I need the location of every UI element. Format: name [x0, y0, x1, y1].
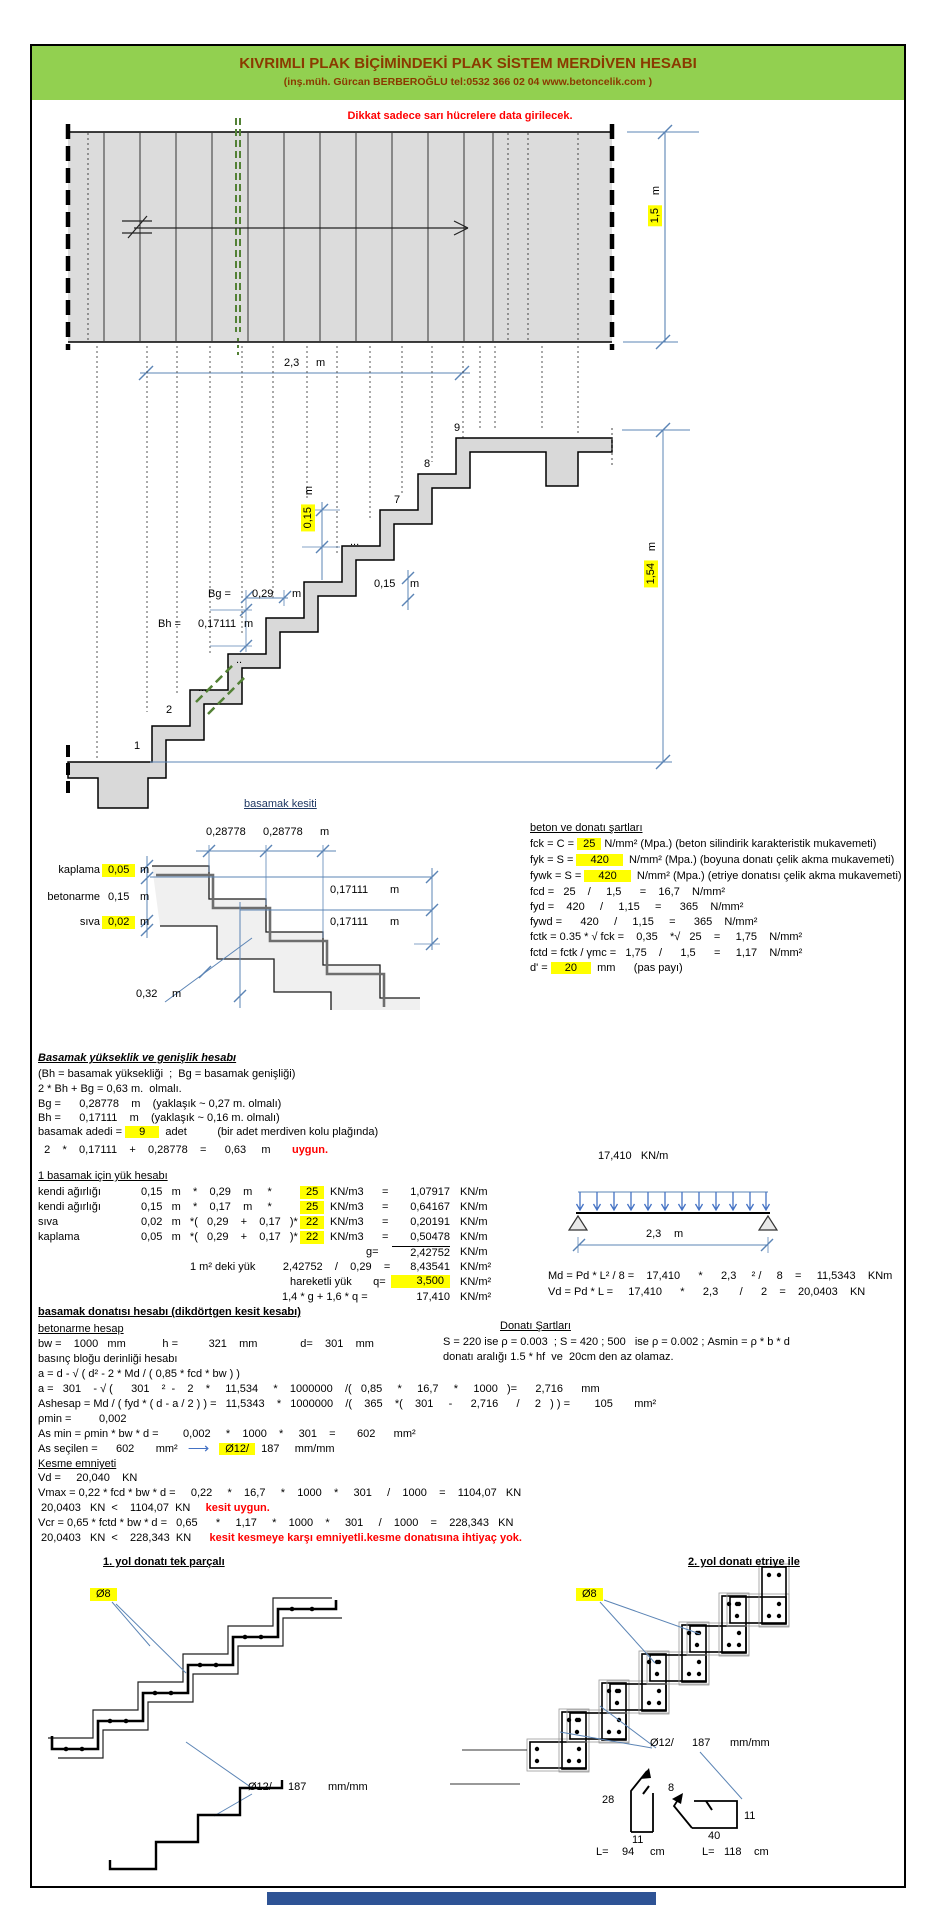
plan-width-value: 2,3	[284, 357, 300, 369]
section-height-input[interactable]: 1,54	[644, 560, 658, 587]
fi8-input-left[interactable]: Ø8	[90, 1588, 117, 1601]
kesme-emniyet-status: kesit kesmeye karşı emniyetli.kesme donatısına ihtiyaç yok.	[209, 1532, 522, 1544]
g-unit: KN/m	[460, 1246, 488, 1258]
fyk-line: fyk = S = 420 N/mm² (Mpa.) (boyuna donatı çelik akma mukavemeti)	[530, 854, 895, 866]
kaplama-label: kaplama	[58, 864, 100, 876]
yukseklik-l1: (Bh = basamak yüksekliği ; Bg = basamak genişliği)	[38, 1068, 296, 1080]
yuk-row-expr: 0,15 m * 0,29 m *	[141, 1186, 272, 1198]
g-total: 2,42752	[392, 1246, 450, 1260]
bar2-dim-40: 40	[708, 1830, 721, 1842]
bottom-scrollbar-fragment[interactable]	[267, 1892, 656, 1905]
g-label: g=	[366, 1246, 379, 1258]
step-dots: ..	[236, 654, 243, 666]
donati-sartlar-title: Donatı Şartları	[500, 1320, 571, 1332]
bar1-dim-28: 28	[602, 1794, 615, 1806]
fi12-label-left: Ø12/	[248, 1781, 272, 1793]
fi12-label-right: Ø12/	[650, 1737, 674, 1749]
beam-span-unit: m	[674, 1228, 684, 1240]
donati-title: basamak donatısı hesabı (dikdörtgen kesit kesabı)	[38, 1306, 301, 1318]
birim-hacim-input[interactable]: 25	[300, 1201, 324, 1214]
bg-value: 0,29	[252, 588, 274, 600]
fywk-input[interactable]: 420	[584, 870, 630, 882]
kesme-vd-line: Vd = 20,040 KN	[38, 1472, 138, 1484]
asmin-line: As min = ρmin * bw * d = 0,002 * 1000 * 301 = 602 mm²	[38, 1428, 416, 1440]
betonarme-hesap-title: betonarme hesap	[38, 1323, 124, 1335]
hareketli-yuk-unit: KN/m²	[460, 1276, 492, 1288]
section-caption: basamak kesiti	[244, 798, 317, 810]
yuk-row-label: kendi ağırlığı	[38, 1186, 101, 1198]
detail-right1-unit: m	[390, 884, 400, 896]
detail-right2-value: 0,17111	[330, 916, 369, 928]
len1-unit: cm	[650, 1846, 665, 1858]
fctd-line: fctd = fctk / γmc = 1,75 / 1,5 = 1,17 N/mm²	[530, 947, 803, 959]
rmin-line: ρmin = 0,002	[38, 1413, 127, 1425]
pd-result: 17,410	[416, 1291, 450, 1303]
fi12-unit-right: mm/mm	[730, 1737, 770, 1749]
detail-dim-unit: m	[320, 826, 330, 838]
yukseklik-l3: Bg = 0,28778 m (yaklaşık ~ 0,27 m. olmalı)	[38, 1098, 282, 1110]
yukseklik-l2: 2 * Bh + Bg = 0,63 m. olmalı.	[38, 1083, 182, 1095]
uygun-status: uygun.	[291, 1144, 329, 1156]
detail-diag-value: 0,32	[136, 988, 158, 1000]
yuk-row-result: 0,20191	[410, 1216, 450, 1228]
riser-dim-unit: m	[303, 486, 315, 496]
len2-label: L=	[702, 1846, 715, 1858]
donati-sartlar-l1: S = 220 ise ρ = 0.003 ; S = 420 ; 500 ise ρ = 0.002 ; Asmin = ρ * b * d	[443, 1336, 790, 1348]
hareketli-yuk-label: hareketli yük q=	[290, 1276, 386, 1288]
kontrol-line: 2 * 0,17111 + 0,28778 = 0,63 m uygun.	[38, 1144, 329, 1156]
a-calc-line: a = 301 - √ ( 301 ² - 2 * 11,534 * 1000000 /( 0,85 * 16,7 * 1000 )= 2,716 mm	[38, 1383, 600, 1395]
detail-right2-unit: m	[390, 916, 400, 928]
fcd-line: fcd = 25 / 1,5 = 16,7 N/mm²	[530, 886, 726, 898]
kaplama-unit: m	[140, 864, 150, 876]
header-band	[32, 46, 904, 100]
bw-h-d-line: bw = 1000 mm h = 321 mm d= 301 mm	[38, 1338, 374, 1350]
step-number-7: 7	[394, 494, 401, 506]
pd-unit: KN/m²	[460, 1291, 492, 1303]
yuk-row-eq: =	[382, 1216, 389, 1228]
detail-dim1: 0,28778	[206, 826, 246, 838]
yuk-row-label: kendi ağırlığı	[38, 1201, 101, 1213]
detail-diag-unit: m	[172, 988, 182, 1000]
yuk-title: 1 basamak için yük hesabı	[38, 1170, 168, 1182]
kesme-title: Kesme emniyeti	[38, 1458, 117, 1470]
yuk-row-runit: KN/m	[460, 1201, 488, 1213]
fyk-input[interactable]: 420	[576, 854, 622, 866]
fi12-spacing-right: 187	[692, 1737, 711, 1749]
basamak-adedi-line: basamak adedi = 9 adet (bir adet merdiven kolu plağında)	[38, 1126, 379, 1138]
yuk-row-runit: KN/m	[460, 1216, 488, 1228]
as-secilen-line: As seçilen = 602 mm² ⟶ Ø12/ 187 mm/mm	[38, 1440, 335, 1457]
vmax-line: Vmax = 0,22 * fcd * bw * d = 0,22 * 16,7 * 1000 * 301 / 1000 = 1104,07 KN	[38, 1487, 522, 1499]
len2-unit: cm	[754, 1846, 769, 1858]
donati-cap-input[interactable]: Ø12/	[219, 1443, 255, 1455]
step-ellipsis-2: ...	[350, 536, 360, 548]
bh-value: 0,17111	[198, 618, 237, 630]
betonarme-unit: m	[140, 891, 150, 903]
len2-value: 118	[724, 1846, 742, 1858]
kaplama-input[interactable]: 0,05	[102, 864, 135, 877]
step-number-8: 8	[424, 458, 431, 470]
betonarme-label: betonarme	[47, 891, 100, 903]
yuk-row-label: sıva	[38, 1216, 59, 1228]
pd-line: 1,4 * g + 1,6 * q =	[282, 1291, 368, 1303]
md-line: Md = Pd * L² / 8 = 17,410 * 2,3 ² / 8 = 11,5343 KNm	[548, 1270, 893, 1282]
vmax-check-line: 20,0403 KN < 1104,07 KN kesit uygun.	[38, 1502, 270, 1514]
riser-dim-input[interactable]: 0,15	[301, 504, 315, 531]
birim-hacim-input[interactable]: 22	[300, 1216, 324, 1229]
fywk-line: fywk = S = 420 N/mm² (Mpa.) (etriye donatısı çelik akma mukavemeti)	[530, 870, 902, 882]
rebar2-title: 2. yol donatı etriye ile	[688, 1556, 800, 1568]
bh-label: Bh =	[158, 618, 181, 630]
fck-line: fck = C = 25 N/mm² (Mpa.) (beton silindirik karakteristik mukavemeti)	[530, 838, 877, 850]
yuk-row-result: 1,07917	[410, 1186, 450, 1198]
fctk-line: fctk = 0.35 * √ fck = 0,35 *√ 25 = 1,75 N/mm²	[530, 931, 803, 943]
page-border	[30, 44, 906, 1888]
basinc-line: basınç bloğu derinliği hesabı	[38, 1353, 178, 1365]
step-number-9: 9	[454, 422, 461, 434]
yuk-row-expr: 0,15 m * 0,17 m *	[141, 1201, 272, 1213]
betonarme-value: 0,15	[108, 891, 130, 903]
bar2-dim-8: 8	[668, 1782, 675, 1794]
yuk-row-label: kaplama	[38, 1231, 80, 1243]
beton-title: beton ve donatı şartları	[530, 822, 643, 834]
bar1-dim-11: 11	[632, 1834, 644, 1846]
len1-value: 94	[622, 1846, 635, 1858]
plan-depth-input[interactable]: 1,5	[648, 205, 662, 226]
section-height-unit: m	[646, 542, 658, 552]
yuk-row-result: 0,50478	[410, 1231, 450, 1243]
bh-unit: m	[244, 618, 254, 630]
plan-depth-unit: m	[650, 186, 662, 196]
fywd-line: fywd = 420 / 1,15 = 365 N/mm²	[530, 916, 758, 928]
data-entry-warning: Dikkat sadece sarı hücrelere data girilecek.	[347, 110, 573, 122]
yuk-row-unit: KN/m3	[330, 1201, 364, 1213]
hareketli-yuk-input[interactable]: 3,500	[391, 1275, 450, 1288]
yukseklik-l4: Bh = 0,17111 m (yaklaşık ~ 0,16 m. olmalı)	[38, 1112, 280, 1124]
detail-dim2: 0,28778	[263, 826, 303, 838]
len1-label: L=	[596, 1846, 609, 1858]
yuk-row-result: 0,64167	[410, 1201, 450, 1213]
step-ellipsis-1: ...	[198, 682, 208, 694]
birim-hacim-input[interactable]: 25	[300, 1186, 324, 1199]
step-number-2: 2	[166, 704, 173, 716]
siva-label: sıva	[79, 916, 100, 928]
bg-unit: m	[292, 588, 302, 600]
yukseklik-title: Basamak yükseklik ve genişlik hesabı	[38, 1052, 237, 1064]
yuk-row-expr: 0,02 m *( 0,29 + 0,17 )*	[141, 1216, 298, 1228]
plan-width-unit: m	[316, 357, 326, 369]
yuk-row-unit: KN/m3	[330, 1231, 364, 1243]
a-formula-line: a = d - √ ( d² - 2 * Md / ( 0,85 * fcd * bw ) )	[38, 1368, 240, 1380]
m2-yuk-result: 8,43541	[410, 1261, 450, 1273]
donati-sartlar-l2: donatı aralığı 1.5 * hf ve 20cm den az olamaz.	[443, 1351, 674, 1363]
siva-input[interactable]: 0,02	[102, 916, 135, 929]
fi8-input-right[interactable]: Ø8	[576, 1588, 603, 1601]
beam-span-value: 2,3	[646, 1228, 662, 1240]
bg-label: Bg =	[208, 588, 231, 600]
yuk-row-eq: =	[382, 1231, 389, 1243]
rebar1-title: 1. yol donatı tek parçalı	[103, 1556, 225, 1568]
fck-input[interactable]: 25	[577, 838, 601, 850]
detail-right1-value: 0,17111	[330, 884, 369, 896]
fi12-unit-left: mm/mm	[328, 1781, 368, 1793]
vcr-line: Vcr = 0,65 * fctd * bw * d = 0,65 * 1,17 * 1000 * 301 / 1000 = 228,343 KN	[38, 1517, 514, 1529]
bar2-dim-11: 11	[744, 1810, 756, 1822]
step-number-1: 1	[134, 740, 141, 752]
vd-line: Vd = Pd * L = 17,410 * 2,3 / 2 = 20,0403 KN	[548, 1286, 866, 1298]
yuk-row-expr: 0,05 m *( 0,29 + 0,17 )*	[141, 1231, 298, 1243]
m2-yuk-unit: KN/m²	[460, 1261, 492, 1273]
yuk-row-eq: =	[382, 1186, 389, 1198]
fi12-spacing-left: 187	[288, 1781, 307, 1793]
yuk-row-eq: =	[382, 1201, 389, 1213]
yuk-row-unit: KN/m3	[330, 1216, 364, 1228]
paspayi-line: d' = 20 mm (pas payı)	[530, 962, 683, 974]
kesit-uygun-status: kesit uygun.	[205, 1502, 270, 1514]
fyd-line: fyd = 420 / 1,15 = 365 N/mm²	[530, 901, 744, 913]
yuk-row-runit: KN/m	[460, 1186, 488, 1198]
basamak-adedi-input[interactable]: 9	[125, 1126, 159, 1138]
tread-dim-unit: m	[410, 578, 420, 590]
yuk-row-runit: KN/m	[460, 1231, 488, 1243]
vcr-check-line: 20,0403 KN < 228,343 KN kesit kesmeye karşı emniyetli.kesme donatısına ihtiyaç yok.	[38, 1532, 522, 1544]
birim-hacim-input[interactable]: 22	[300, 1231, 324, 1244]
m2-yuk-line: 1 m² deki yük 2,42752 / 0,29 =	[190, 1261, 391, 1273]
tread-dim-value: 0,15	[374, 578, 396, 590]
paspayi-input[interactable]: 20	[551, 962, 591, 974]
siva-unit: m	[140, 916, 150, 928]
beam-load-label: 17,410 KN/m	[598, 1150, 669, 1162]
ashesap-line: Ashesap = Md / ( fyd * ( d - a / 2 ) ) = 11,5343 * 1000000 /( 365 *( 301 - 2,716 / 2 ) ) = 105 mm²	[38, 1398, 657, 1410]
page-subtitle: (inş.müh. Gürcan BERBEROĞLU tel:0532 366 02 04 www.betoncelik.com )	[283, 76, 653, 88]
yuk-row-unit: KN/m3	[330, 1186, 364, 1198]
arrow-right-icon: ⟶	[187, 1440, 210, 1457]
page-title: KIVRIMLI PLAK BİÇİMİNDEKİ PLAK SİSTEM MERDİVEN HESABI	[239, 55, 697, 72]
